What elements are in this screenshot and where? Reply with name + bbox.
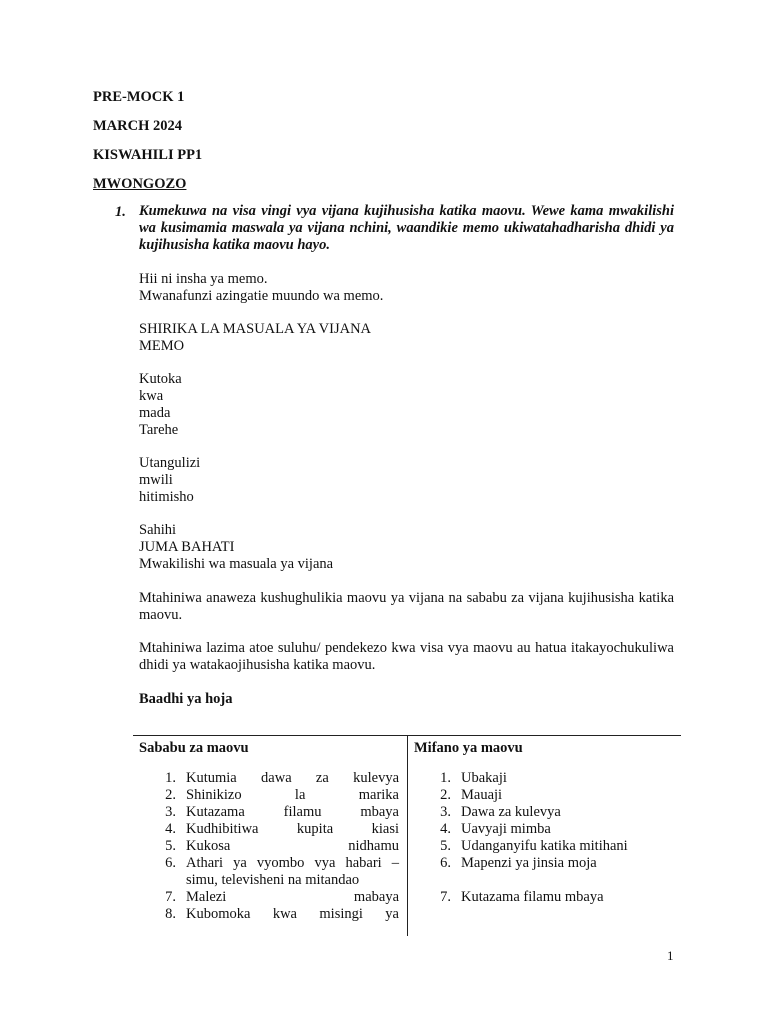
memo-body-part: mwili	[139, 472, 173, 488]
cause-number: 3.	[165, 804, 176, 820]
guidance-paragraph: Mtahiniwa lazima atoe suluhu/ pendekezo kwa visa vya maovu au hatua itakayochukuliwa dhidi ya watakaojihusisha katika maovu.	[139, 640, 674, 673]
cause-item	[133, 821, 399, 838]
question-text: Kumekuwa na visa vingi vya vijana kujihusisha katika maovu. Wewe kama mwakilishi wa kusimamia maswala ya vijana nchini, waandikie memo ukiwatahadharisha dhidi ya kujihusisha katika maovu hayo.	[139, 203, 674, 253]
signature-label: Sahihi	[139, 522, 177, 538]
memo-body-parts	[139, 455, 674, 506]
cause-number: 5.	[165, 838, 176, 854]
memo-body-part: hitimisho	[139, 489, 194, 505]
cause-text: Shinikizo la marika	[186, 787, 399, 803]
cause-number: 2.	[165, 787, 176, 803]
cause-text: Kukosa nidhamu	[186, 838, 399, 854]
points-heading	[139, 691, 674, 708]
section-heading: MWONGOZO	[93, 176, 187, 192]
memo-fields	[139, 371, 674, 439]
signature-title: Mwakilishi wa masuala ya vijana	[139, 556, 334, 572]
example-number: 1.	[440, 770, 451, 786]
examples-header: Mifano ya maovu	[414, 740, 523, 756]
example-text: Mapenzi ya jinsia moja	[461, 855, 597, 871]
example-text: Uavyaji mimba	[461, 821, 551, 837]
causes-list	[133, 770, 399, 923]
examples-column	[408, 736, 681, 936]
intro-line: Hii ni insha ya memo.	[139, 271, 268, 287]
example-number: 2.	[440, 787, 451, 803]
examples-list	[408, 770, 628, 906]
intro-block	[139, 271, 674, 305]
cause-text: Kudhibitiwa kupita kiasi	[186, 821, 399, 837]
example-number: 3.	[440, 804, 451, 820]
example-number: 4.	[440, 821, 451, 837]
example-text: Kutazama filamu mbaya	[461, 889, 604, 905]
points-table	[133, 735, 681, 936]
causes-column	[133, 736, 408, 936]
example-item	[408, 889, 628, 906]
cause-item	[133, 838, 399, 855]
cause-number: 6.	[165, 855, 176, 871]
cause-item	[133, 770, 399, 787]
example-item	[408, 838, 628, 855]
memo-heading	[139, 321, 674, 355]
signature-name: JUMA BAHATI	[139, 539, 235, 555]
example-item	[408, 821, 628, 838]
example-item	[408, 787, 628, 804]
organization-name: SHIRIKA LA MASUALA YA VIJANA	[139, 321, 372, 337]
example-item	[408, 804, 628, 821]
example-item	[408, 855, 628, 872]
memo-field: kwa	[139, 388, 164, 404]
exam-title: PRE-MOCK 1	[93, 89, 185, 105]
intro-line: Mwanafunzi azingatie muundo wa memo.	[139, 288, 384, 304]
cause-item	[133, 787, 399, 804]
cause-number: 1.	[165, 770, 176, 786]
exam-date: MARCH 2024	[93, 118, 183, 134]
cause-text: Kutumia dawa za kulevya	[186, 770, 399, 786]
example-text: Mauaji	[461, 787, 503, 803]
question-number: 1.	[115, 204, 126, 220]
memo-body-part: Utangulizi	[139, 455, 201, 471]
cause-item	[133, 889, 399, 906]
cause-number: 7.	[165, 889, 176, 905]
signature-block	[139, 522, 674, 573]
example-number: 7.	[440, 889, 451, 905]
memo-field: Kutoka	[139, 371, 182, 387]
cause-text: Kutazama filamu mbaya	[186, 804, 399, 820]
cause-number: 4.	[165, 821, 176, 837]
cause-item	[133, 855, 399, 889]
causes-header: Sababu za maovu	[139, 740, 249, 756]
example-number: 6.	[440, 855, 451, 871]
memo-field: Tarehe	[139, 422, 179, 438]
example-spacer	[408, 872, 628, 889]
guidance-paragraph: Mtahiniwa anaweza kushughulikia maovu ya vijana na sababu za vijana kujihusisha katika maovu.	[139, 590, 674, 623]
example-text: Ubakaji	[461, 770, 507, 786]
cause-text: simu, televisheni na mitandao	[186, 872, 360, 888]
exam-subject: KISWAHILI PP1	[93, 147, 203, 163]
cause-text: Malezi mabaya	[186, 889, 399, 905]
points-heading-text: Baadhi ya hoja	[139, 691, 233, 707]
example-text: Dawa za kulevya	[461, 804, 561, 820]
cause-number: 8.	[165, 906, 176, 922]
cause-item	[133, 906, 399, 923]
example-item	[408, 770, 628, 787]
page-number: 1	[667, 948, 674, 963]
cause-text: Athari ya vyombo vya habari –	[186, 855, 399, 871]
example-text: Udanganyifu katika mitihani	[461, 838, 628, 854]
memo-field: mada	[139, 405, 171, 421]
memo-label: MEMO	[139, 338, 185, 354]
cause-text: Kubomoka kwa misingi ya	[186, 906, 399, 922]
example-number: 5.	[440, 838, 451, 854]
cause-item	[133, 804, 399, 821]
